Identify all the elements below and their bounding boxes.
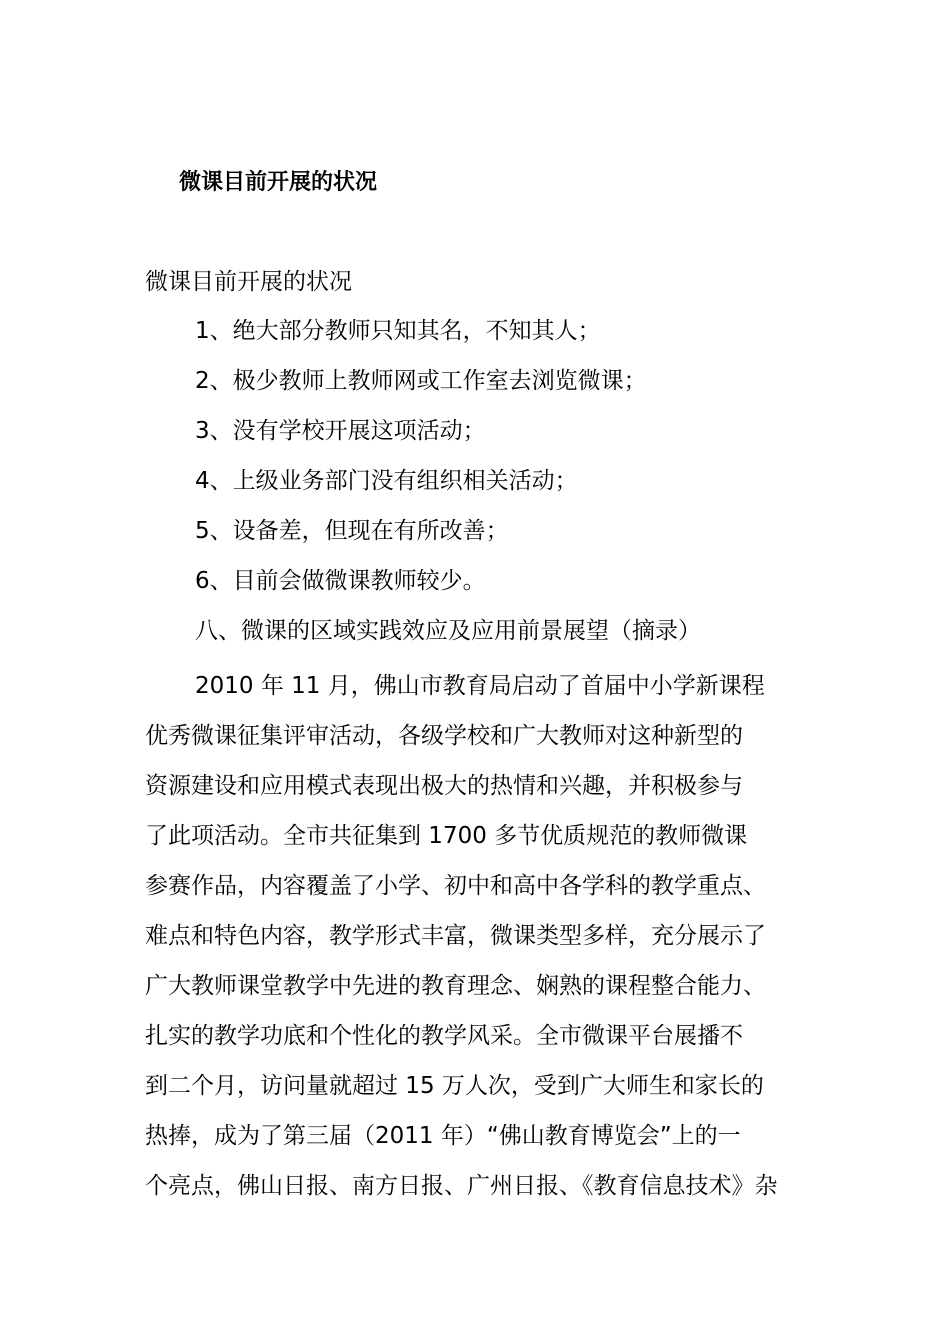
body-paragraph xyxy=(145,661,825,1211)
list-item: 2、极少教师上教师网或工作室去浏览微课； xyxy=(195,368,647,394)
list-item: 5、设备差，但现在有所改善； xyxy=(195,518,509,544)
list-item: 3、没有学校开展这项活动； xyxy=(195,418,486,444)
paragraph-line: 2010 年 11 月，佛山市教育局启动了首届中小学新课程 xyxy=(195,673,765,699)
status-list xyxy=(195,313,701,663)
paragraph-line: 到二个月，访问量就超过 15 万人次，受到广大师生和家长的 xyxy=(145,1073,764,1099)
paragraph-line: 优秀微课征集评审活动，各级学校和广大教师对这种新型的 xyxy=(145,723,743,749)
paragraph-line: 扎实的教学功底和个性化的教学风采。全市微课平台展播不 xyxy=(145,1023,743,1049)
paragraph-line: 资源建设和应用模式表现出极大的热情和兴趣，并积极参与 xyxy=(145,773,743,799)
subsection-heading: 八、微课的区域实践效应及应用前景展望（摘录） xyxy=(195,618,701,644)
paragraph-line: 参赛作品，内容覆盖了小学、初中和高中各学科的教学重点、 xyxy=(145,873,766,899)
paragraph-line: 了此项活动。全市共征集到 1700 多节优质规范的教师微课 xyxy=(145,823,748,849)
section-heading: 微课目前开展的状况 xyxy=(145,269,352,295)
paragraph-line: 难点和特色内容，教学形式丰富，微课类型多样，充分展示了 xyxy=(145,923,766,949)
list-item: 4、上级业务部门没有组织相关活动； xyxy=(195,468,578,494)
list-item: 1、绝大部分教师只知其名，不知其人； xyxy=(195,318,601,344)
paragraph-line: 个亮点，佛山日报、南方日报、广州日报、《教育信息技术》杂 xyxy=(145,1173,778,1199)
paragraph-line: 热捧，成为了第三届（2011 年）“佛山教育博览会”上的一 xyxy=(145,1123,741,1149)
document-title: 微课目前开展的状况 xyxy=(179,170,378,195)
list-item: 6、目前会做微课教师较少。 xyxy=(195,568,486,594)
paragraph-line: 广大教师课堂教学中先进的教育理念、娴熟的课程整合能力、 xyxy=(145,973,766,999)
